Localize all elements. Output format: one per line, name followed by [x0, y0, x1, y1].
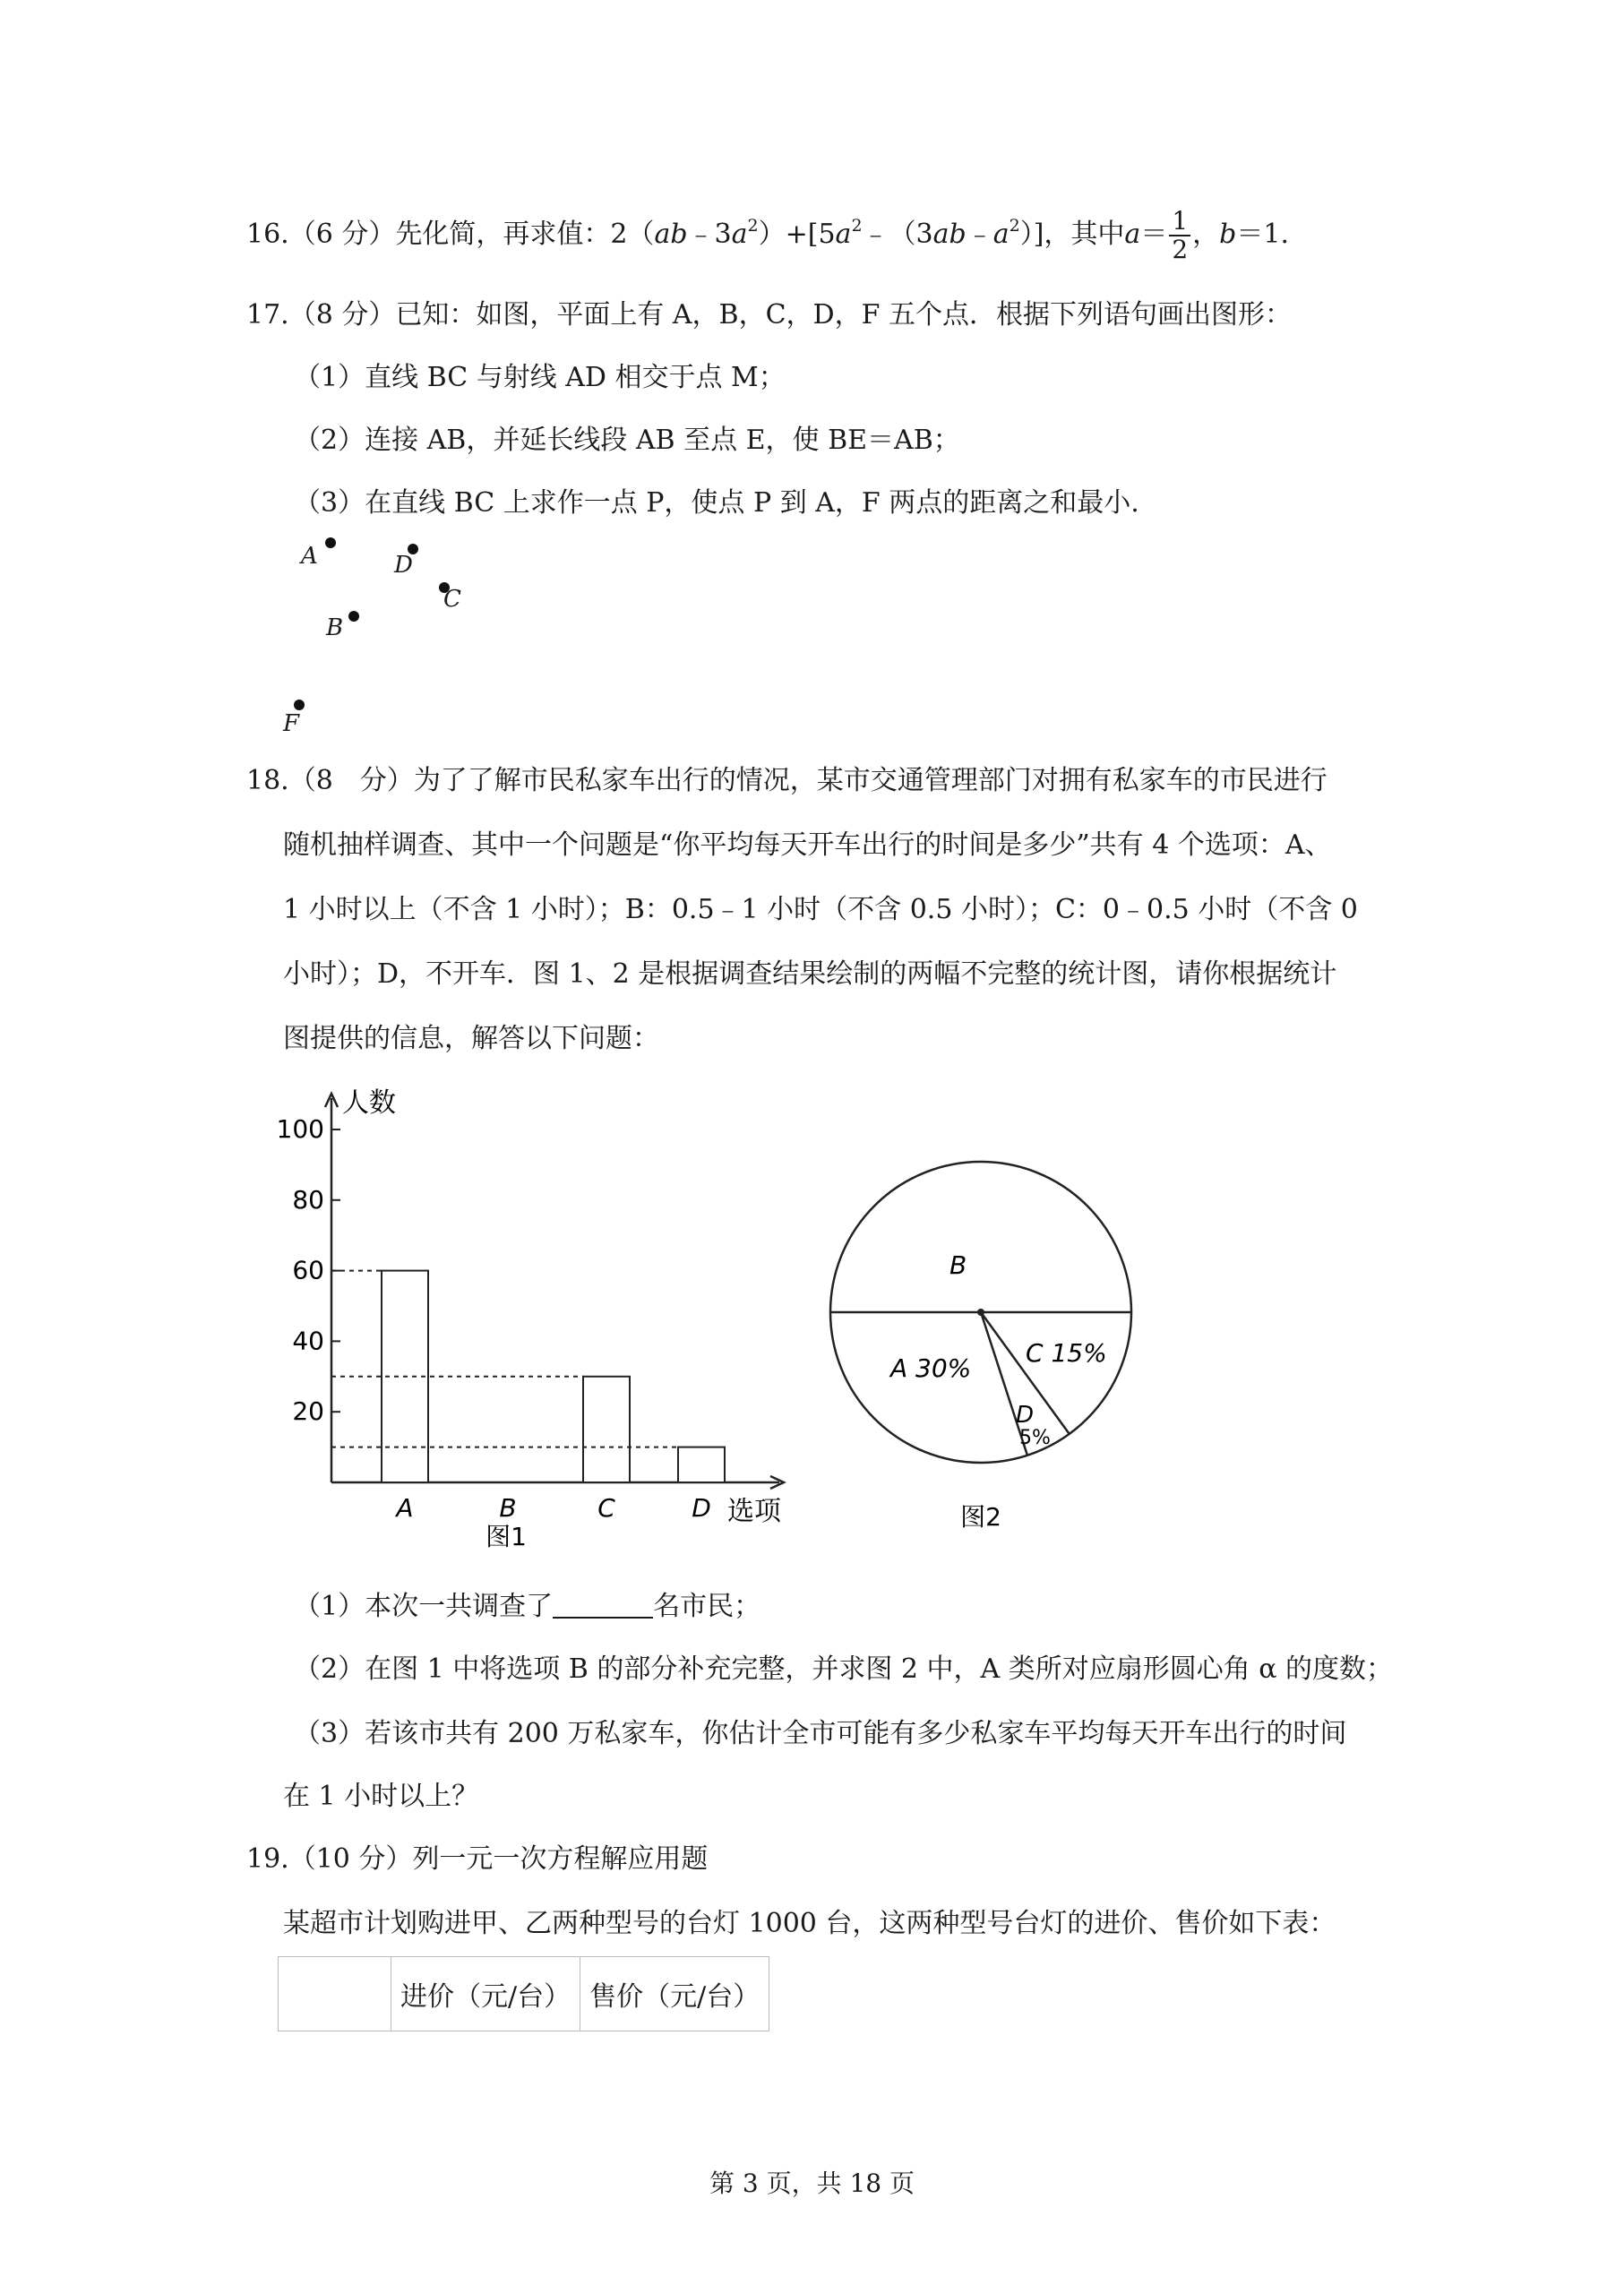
fraction: $\frac{1}{2}$	[1169, 208, 1190, 263]
question-score: （8 分）	[288, 299, 396, 331]
y-tick-label: 80	[292, 1184, 324, 1215]
table-header-cell: 进价（元/台）	[391, 1957, 580, 2031]
chart-caption: 图1	[485, 1522, 527, 1551]
bar-c	[583, 1377, 630, 1482]
question-19-text: 某超市计划购进甲、乙两种型号的台灯 1000 台，这两种型号台灯的进价、售价如下表：	[283, 1908, 1336, 1939]
question-18-sub-3-cont: 在 1 小时以上？	[283, 1781, 479, 1812]
y-tick-label: 40	[292, 1326, 324, 1356]
question-18-line-5: 图提供的信息，解答以下问题：	[283, 1023, 659, 1054]
question-18-line-4: 小时）；D，不开车．图 1、2 是根据调查结果绘制的两幅不完整的统计图，请你根据统计	[283, 958, 1337, 990]
question-score: （8 分）	[288, 765, 414, 796]
pie-label-d-percent: 5%	[1019, 1427, 1051, 1449]
question-score: （10 分）	[288, 1843, 413, 1875]
question-number: 17.	[246, 299, 289, 331]
question-18-line-3: 1 小时以上（不含 1 小时）；B：0.5﹣1 小时（不含 0.5 小时）；C：0﹣0.5 小时（不含 0	[283, 894, 1358, 925]
bar-d	[678, 1447, 725, 1482]
question-score: （6 分）	[288, 219, 396, 250]
table-row	[279, 1957, 769, 2031]
question-number: 18.	[246, 765, 289, 796]
question-number: 16.	[246, 219, 289, 250]
question-17-item-2: （2）连接 AB，并延长线段 AB 至点 E，使 BE＝AB；	[294, 425, 960, 456]
y-tick-label: 100	[276, 1114, 324, 1144]
question-18-line-1: 18.（8 分）为了了解市民私家车出行的情况，某市交通管理部门对拥有私家车的市民进行	[246, 765, 1328, 796]
pie-center	[977, 1309, 984, 1316]
x-tick-label: D	[692, 1493, 711, 1523]
question-18-sub-1: （1）本次一共调查了 名市民；	[294, 1591, 761, 1622]
bar-chart	[260, 1075, 833, 1559]
page-footer: 第 3 页，共 18 页	[709, 2168, 915, 2198]
pie-label-c: C 15%	[1026, 1338, 1107, 1368]
table-header-cell: 售价（元/台）	[580, 1957, 769, 2031]
point-c-label: C	[443, 586, 461, 613]
pie-label-b: B	[949, 1250, 967, 1280]
point-d-label: D	[394, 552, 413, 579]
question-17-item-1: （1）直线 BC 与射线 AD 相交于点 M；	[294, 362, 786, 393]
point-f	[294, 700, 305, 710]
x-tick-label: B	[499, 1493, 517, 1523]
question-17-item-3: （3）在直线 BC 上求作一点 P，使点 P 到 A，F 两点的距离之和最小.	[294, 487, 1139, 519]
pie-label-a: A 30%	[890, 1353, 972, 1383]
pie-label-d: D	[1016, 1402, 1035, 1429]
question-18-sub-2: （2）在图 1 中将选项 B 的部分补充完整，并求图 2 中，A 类所对应扇形圆心角 α 的度数；	[294, 1653, 1394, 1685]
question-19-title: 19.（10 分）列一元一次方程解应用题	[246, 1843, 709, 1875]
table-header-cell	[279, 1957, 391, 2031]
point-a	[325, 537, 336, 548]
question-number: 19.	[246, 1843, 289, 1875]
question-16: 16.（6 分）先化简，再求值：$2(ab﹣3a^2)+[5a^2﹣(3ab﹣a^2)]$，其中a＝ $\frac{1}{2}$ ，b＝1.	[246, 206, 1289, 264]
question-18-sub-3: （3）若该市共有 200 万私家车，你估计全市可能有多少私家车平均每天开车出行的时间	[294, 1718, 1347, 1749]
point-b	[348, 611, 359, 622]
y-axis-label: 人数	[342, 1087, 396, 1119]
point-a-label: A	[301, 543, 318, 570]
x-axis-label: 选项	[727, 1496, 781, 1527]
y-tick-label: 60	[292, 1255, 324, 1285]
question-18-line-2: 随机抽样调查、其中一个问题是“你平均每天开车出行的时间是多少”共有 4 个选项：A、	[283, 829, 1332, 861]
price-table	[278, 1956, 769, 2031]
chart-caption: 图2	[960, 1502, 1001, 1532]
answer-blank[interactable]	[553, 1590, 653, 1619]
pie-chart	[815, 1138, 1173, 1621]
point-b-label: B	[326, 614, 344, 641]
x-tick-label: A	[396, 1493, 414, 1523]
point-f-label: F	[283, 710, 300, 737]
question-17-intro: 17.（8 分）已知：如图，平面上有 A，B，C，D，F 五个点．根据下列语句画出图形：	[246, 299, 1292, 331]
x-tick-label: C	[597, 1493, 615, 1523]
y-tick-label: 20	[292, 1396, 324, 1427]
